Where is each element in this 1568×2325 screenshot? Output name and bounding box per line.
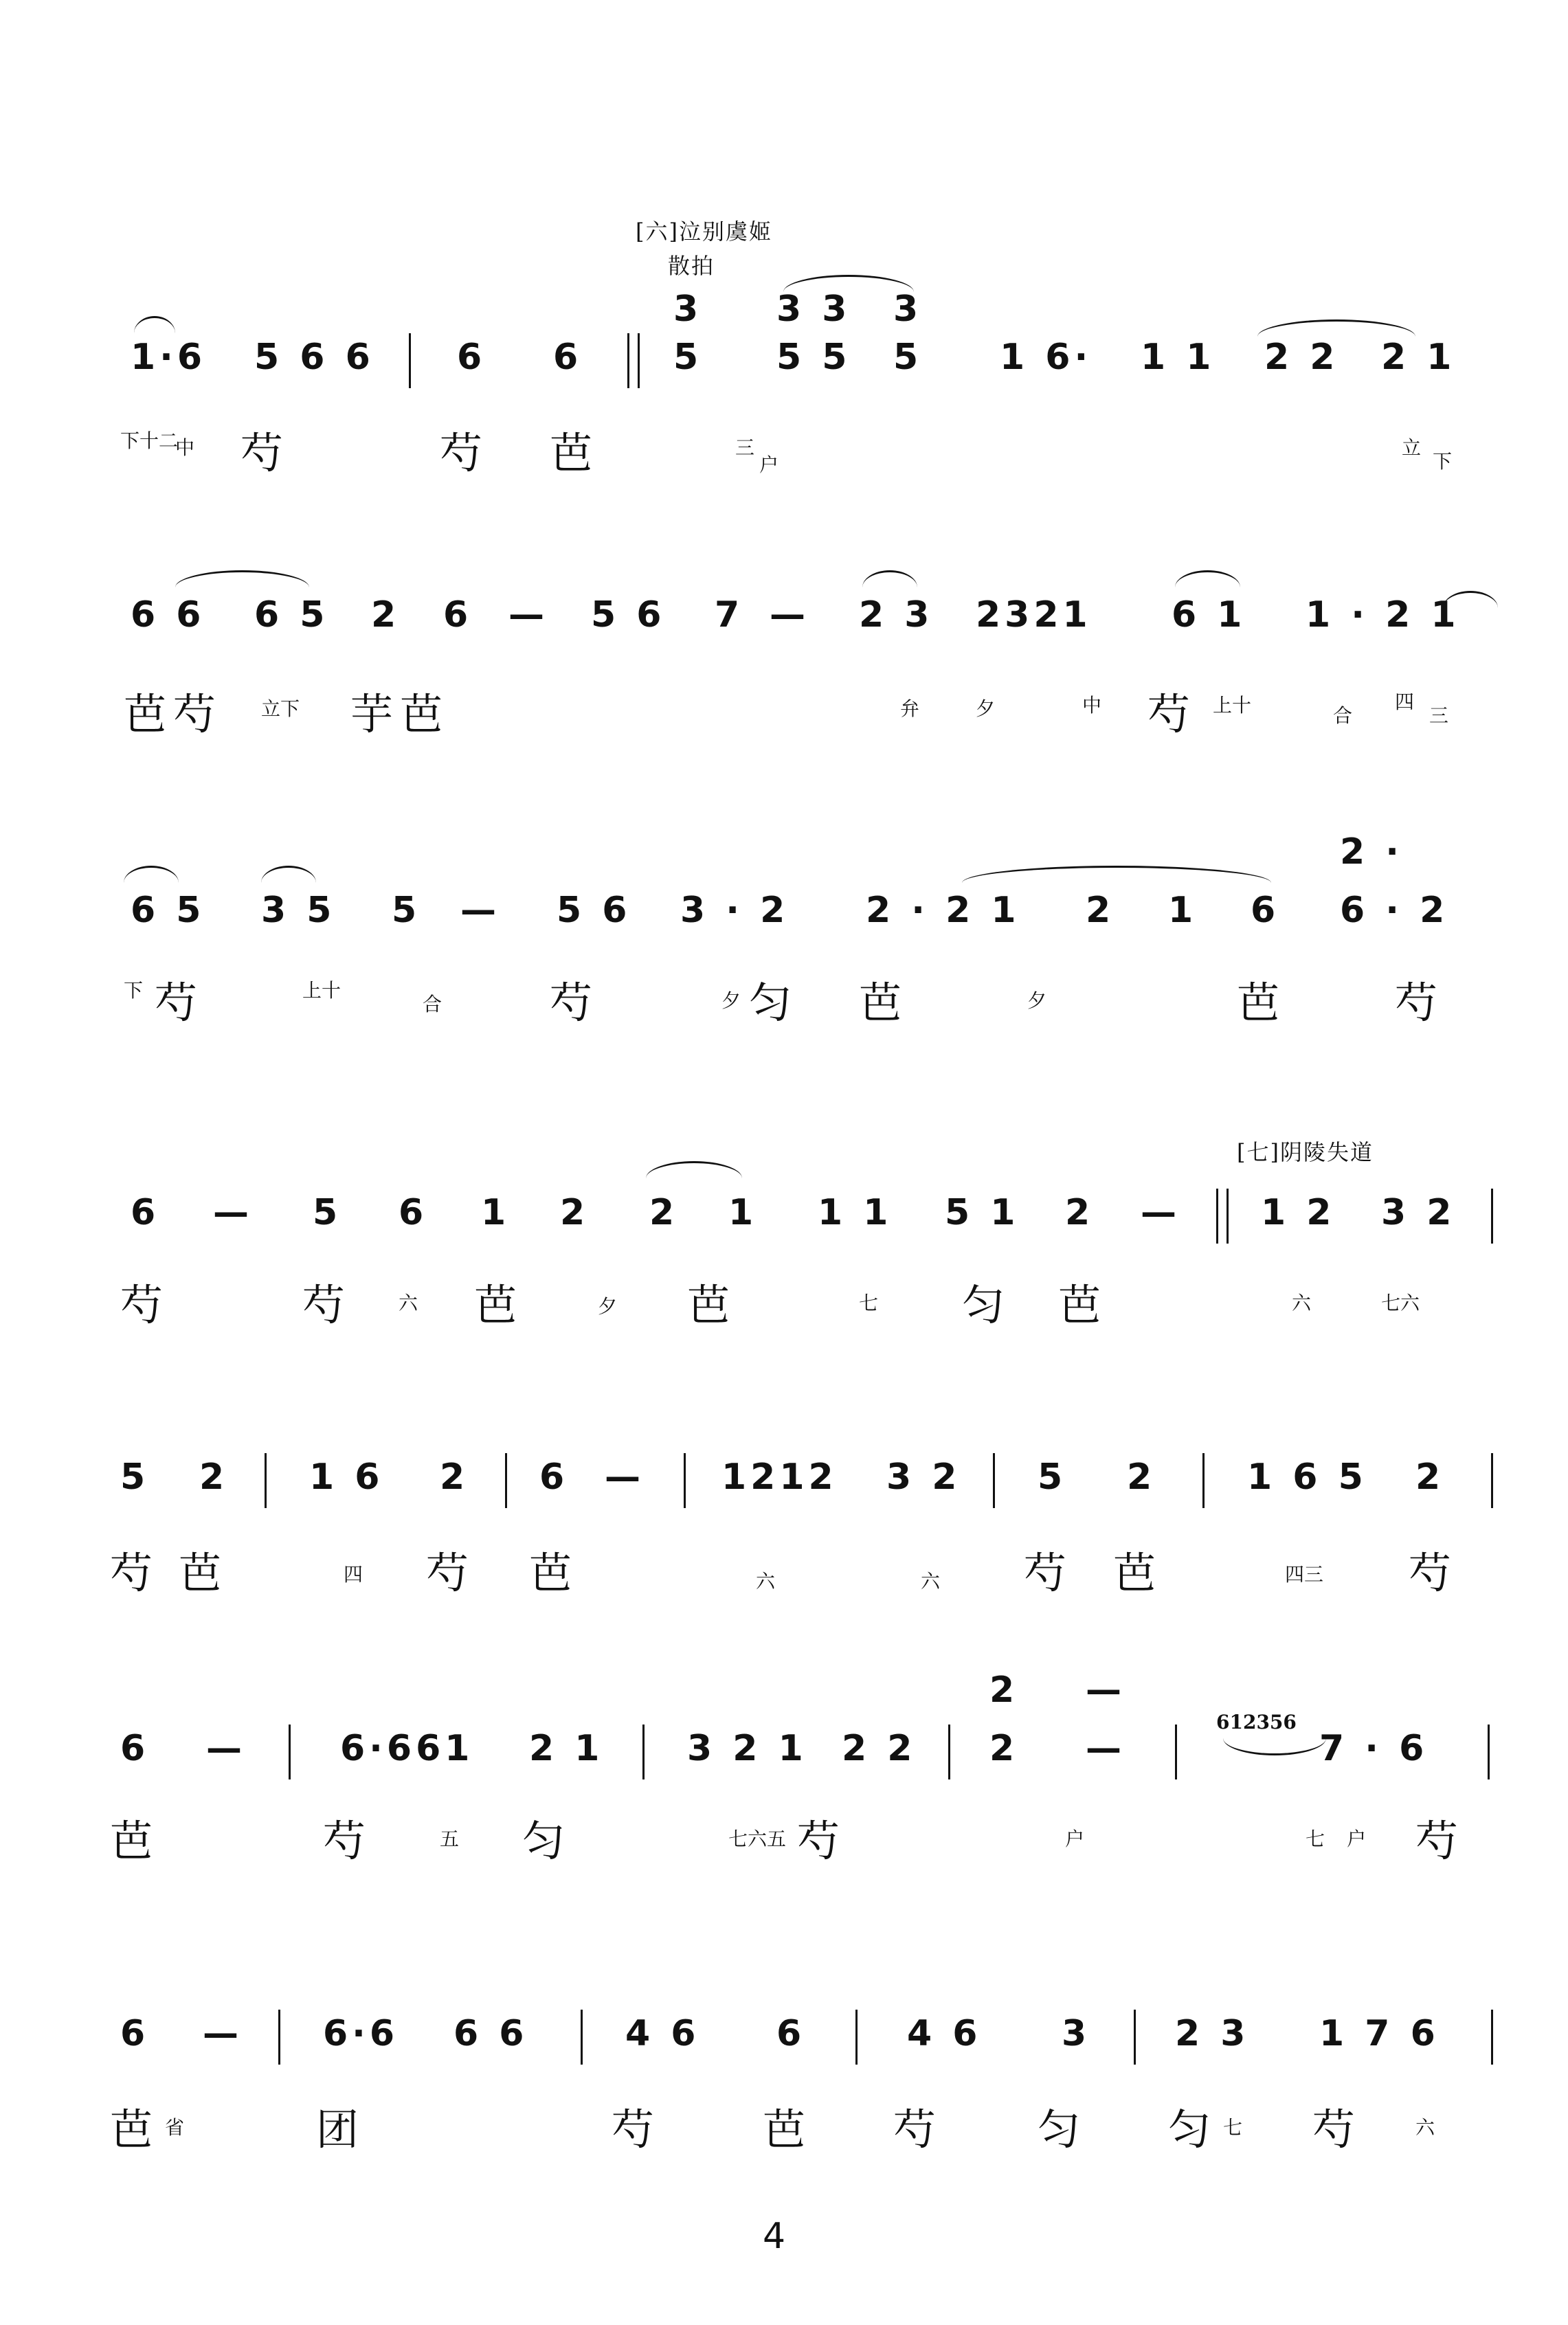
tab-mark: 下 — [124, 979, 144, 1002]
tab-mark: 七 — [859, 1292, 879, 1314]
tab-char: 芭芍 — [124, 689, 223, 739]
tab-mark: 七六五 — [728, 1828, 787, 1850]
tab-char: 芍 — [1415, 1816, 1466, 1866]
note: 6 6 — [131, 594, 205, 636]
note: 5 6 — [557, 890, 631, 931]
upper-note: 2 · — [1340, 831, 1404, 873]
note: 1 — [1168, 890, 1198, 931]
upper-note: 3 — [893, 289, 923, 330]
note: 6 — [776, 2013, 806, 2054]
note: 5 — [120, 1457, 150, 1498]
tab-mark: 三 — [735, 436, 755, 459]
note: 2 · 2 1 — [866, 890, 1020, 931]
tab-mark: 七 — [1306, 1828, 1325, 1850]
tab-char: 芍 — [155, 978, 205, 1028]
tab-char: 芭 — [529, 1548, 579, 1598]
tab-mark: 夕 — [721, 989, 741, 1012]
note: 2 — [199, 1457, 229, 1498]
note: 1 6 — [309, 1457, 384, 1498]
note: — — [770, 594, 809, 636]
note: 2 — [989, 1728, 1019, 1769]
tab-mark: 立 — [1402, 436, 1422, 459]
note: 2 — [440, 1457, 469, 1498]
tab-mark: 户 — [759, 453, 779, 476]
tab-mark: 下十二 — [120, 429, 179, 452]
tab-char: 芋芭 — [350, 689, 450, 739]
tab-char: 匀 — [749, 978, 799, 1028]
tab-mark: 上十 — [1213, 694, 1252, 717]
note: 1 — [728, 1192, 758, 1233]
note: 6 5 — [131, 890, 205, 931]
note: — — [206, 1728, 246, 1769]
note: 3 · 2 — [680, 890, 789, 931]
tab-mark: 夕 — [976, 697, 996, 720]
note: 6 — [443, 594, 473, 636]
tab-mark: 六 — [399, 1292, 418, 1314]
note: 3 2 1 — [687, 1728, 807, 1769]
note: 1 · 2 1 — [1306, 594, 1460, 636]
upper-note: — — [1086, 1670, 1125, 1711]
note: 2 1 — [1381, 337, 1456, 378]
tab-char: 团 — [316, 2104, 366, 2155]
note: 1 6 5 — [1247, 1457, 1367, 1498]
tab-char: 芭 — [474, 1280, 524, 1330]
section-6-title: [六]泣别虞姬 — [636, 218, 772, 245]
upper-note: 2 — [989, 1670, 1019, 1711]
tab-char: 芭 — [763, 2104, 813, 2155]
tab-char: 芍 — [302, 1280, 352, 1330]
note: 2 1 — [529, 1728, 604, 1769]
note: 5 — [893, 337, 923, 378]
section-7-title: [七]阴陵失道 — [1237, 1139, 1374, 1165]
tab-char: 芭 — [859, 978, 909, 1028]
tab-char: 匀 — [522, 1816, 572, 1866]
note: 6 — [120, 2013, 150, 2054]
tab-char: 匀 — [962, 1280, 1012, 1330]
tab-char: 芭 — [110, 2104, 160, 2155]
upper-note: 3 — [673, 289, 703, 330]
note: 1 6· — [1000, 337, 1093, 378]
note: 5 1 — [945, 1192, 1020, 1233]
note: 1 1 — [1141, 337, 1216, 378]
note: 2 — [1086, 890, 1115, 931]
note: 2 — [371, 594, 401, 636]
note: 1212 — [721, 1457, 838, 1498]
tab-char: 芍 — [1395, 978, 1445, 1028]
note: 7 — [715, 594, 744, 636]
tab-mark: 六 — [756, 1570, 776, 1593]
tab-mark: 五 — [440, 1828, 460, 1850]
tab-char: 芭 — [179, 1548, 229, 1598]
note: 1 — [481, 1192, 511, 1233]
note: 7 · 6 — [1319, 1728, 1429, 1769]
tab-mark: 夕 — [1027, 989, 1047, 1012]
note: 5 — [313, 1192, 342, 1233]
note: 2 2 — [842, 1728, 917, 1769]
tab-char: 芍 — [1312, 2104, 1363, 2155]
note: 3 2 — [1381, 1192, 1456, 1233]
tab-char: 芍 — [797, 1816, 847, 1866]
tab-mark: 六 — [921, 1570, 941, 1593]
tab-char: 芍 — [240, 428, 291, 478]
tab-char: 芭 — [1058, 1280, 1108, 1330]
tab-mark: 中 — [1082, 694, 1102, 717]
note: 4 6 — [907, 2013, 982, 2054]
tab-mark: 七六 — [1381, 1292, 1420, 1314]
tab-mark: 夕 — [598, 1295, 618, 1318]
note: 6·6 — [323, 2013, 399, 2054]
note: 2 2 — [1264, 337, 1339, 378]
tab-char: 芭 — [550, 428, 600, 478]
note: 6 — [399, 1192, 428, 1233]
tab-mark: 四 — [1395, 690, 1415, 713]
note: 6 — [131, 1192, 160, 1233]
note: 6·661 — [340, 1728, 474, 1769]
tab-mark: 合 — [423, 993, 443, 1015]
note: 5 6 — [591, 594, 666, 636]
upper-note: 3 3 — [776, 289, 851, 330]
note: 1 1 — [818, 1192, 893, 1233]
tab-char: 芍 — [550, 978, 600, 1028]
note: — — [1086, 1728, 1125, 1769]
note: 2 — [1127, 1457, 1156, 1498]
page-number: 4 — [763, 2216, 786, 2257]
note: 5 — [673, 337, 703, 378]
note: — — [460, 890, 500, 931]
note: 6 — [539, 1457, 569, 1498]
tab-char: 芭 — [110, 1816, 160, 1866]
note: — — [1141, 1192, 1180, 1233]
note: 3 2 — [886, 1457, 961, 1498]
tab-mark: 户 — [1347, 1828, 1367, 1850]
note: 6 — [553, 337, 583, 378]
tab-char: 芍 — [120, 1280, 170, 1330]
note: 5 — [392, 890, 421, 931]
tab-mark: 六 — [1415, 2116, 1435, 2139]
tab-char: 芍 — [612, 2104, 662, 2155]
note: — — [605, 1457, 645, 1498]
note: 4 6 — [625, 2013, 700, 2054]
note: — — [213, 1192, 253, 1233]
tab-mark: 四 — [344, 1563, 363, 1586]
tab-mark: 省 — [165, 2116, 185, 2139]
note: 5 6 6 — [254, 337, 374, 378]
note: 2 3 — [1175, 2013, 1250, 2054]
tab-char: 芍 — [1024, 1548, 1074, 1598]
tab-mark: 立下 — [261, 697, 300, 720]
note: 2 3 — [859, 594, 934, 636]
tab-mark: 三 — [1429, 704, 1449, 727]
note: 5 5 — [776, 337, 851, 378]
tab-char: 芭 — [1237, 978, 1287, 1028]
note: 1·6 — [131, 337, 207, 378]
note: 2 — [649, 1192, 679, 1233]
tab-char: 芭 — [1113, 1548, 1163, 1598]
note: 1 7 6 — [1319, 2013, 1440, 2054]
note: 3 — [1062, 2013, 1091, 2054]
section-6-tempo: 散拍 — [668, 253, 715, 279]
note: 6 — [120, 1728, 150, 1769]
tab-char: 匀 — [1038, 2104, 1088, 2155]
note: 1 2 — [1261, 1192, 1336, 1233]
tab-char: 芭 — [687, 1280, 737, 1330]
tab-mark: 户 — [1065, 1828, 1085, 1850]
note: 2 — [560, 1192, 590, 1233]
note: 2321 — [976, 594, 1092, 636]
note: 6 5 — [254, 594, 329, 636]
note: — — [203, 2013, 243, 2054]
tab-mark: 弁 — [900, 697, 920, 720]
tab-char: 芍 — [893, 2104, 943, 2155]
tab-mark: 下 — [1433, 450, 1453, 473]
tab-char: 芍 — [1409, 1548, 1459, 1598]
note: 6 — [1251, 890, 1280, 931]
note: 3 5 — [261, 890, 336, 931]
grace-notes: 612356 — [1216, 1711, 1297, 1733]
note: — — [508, 594, 548, 636]
tab-char: 匀 — [1168, 2104, 1218, 2155]
note: 5 — [1038, 1457, 1067, 1498]
note: 6 — [457, 337, 486, 378]
tab-char: 芍 — [440, 428, 490, 478]
tab-mark: 四三 — [1285, 1563, 1324, 1586]
tab-mark: 六 — [1292, 1292, 1312, 1314]
tab-mark: 七 — [1223, 2116, 1243, 2139]
note: 2 — [1065, 1192, 1095, 1233]
note: 2 — [1415, 1457, 1445, 1498]
tab-char: 芍 — [1147, 689, 1198, 739]
tab-mark: 上十 — [302, 979, 341, 1002]
note: 6 · 2 — [1340, 890, 1449, 931]
tab-mark: 合 — [1333, 704, 1353, 727]
note: 6 1 — [1172, 594, 1246, 636]
tab-mark: 中 — [175, 436, 195, 459]
tab-char: 芍 — [426, 1548, 476, 1598]
tab-char: 芍 — [323, 1816, 373, 1866]
note: 6 6 — [453, 2013, 528, 2054]
tab-char: 芍 — [110, 1548, 160, 1598]
